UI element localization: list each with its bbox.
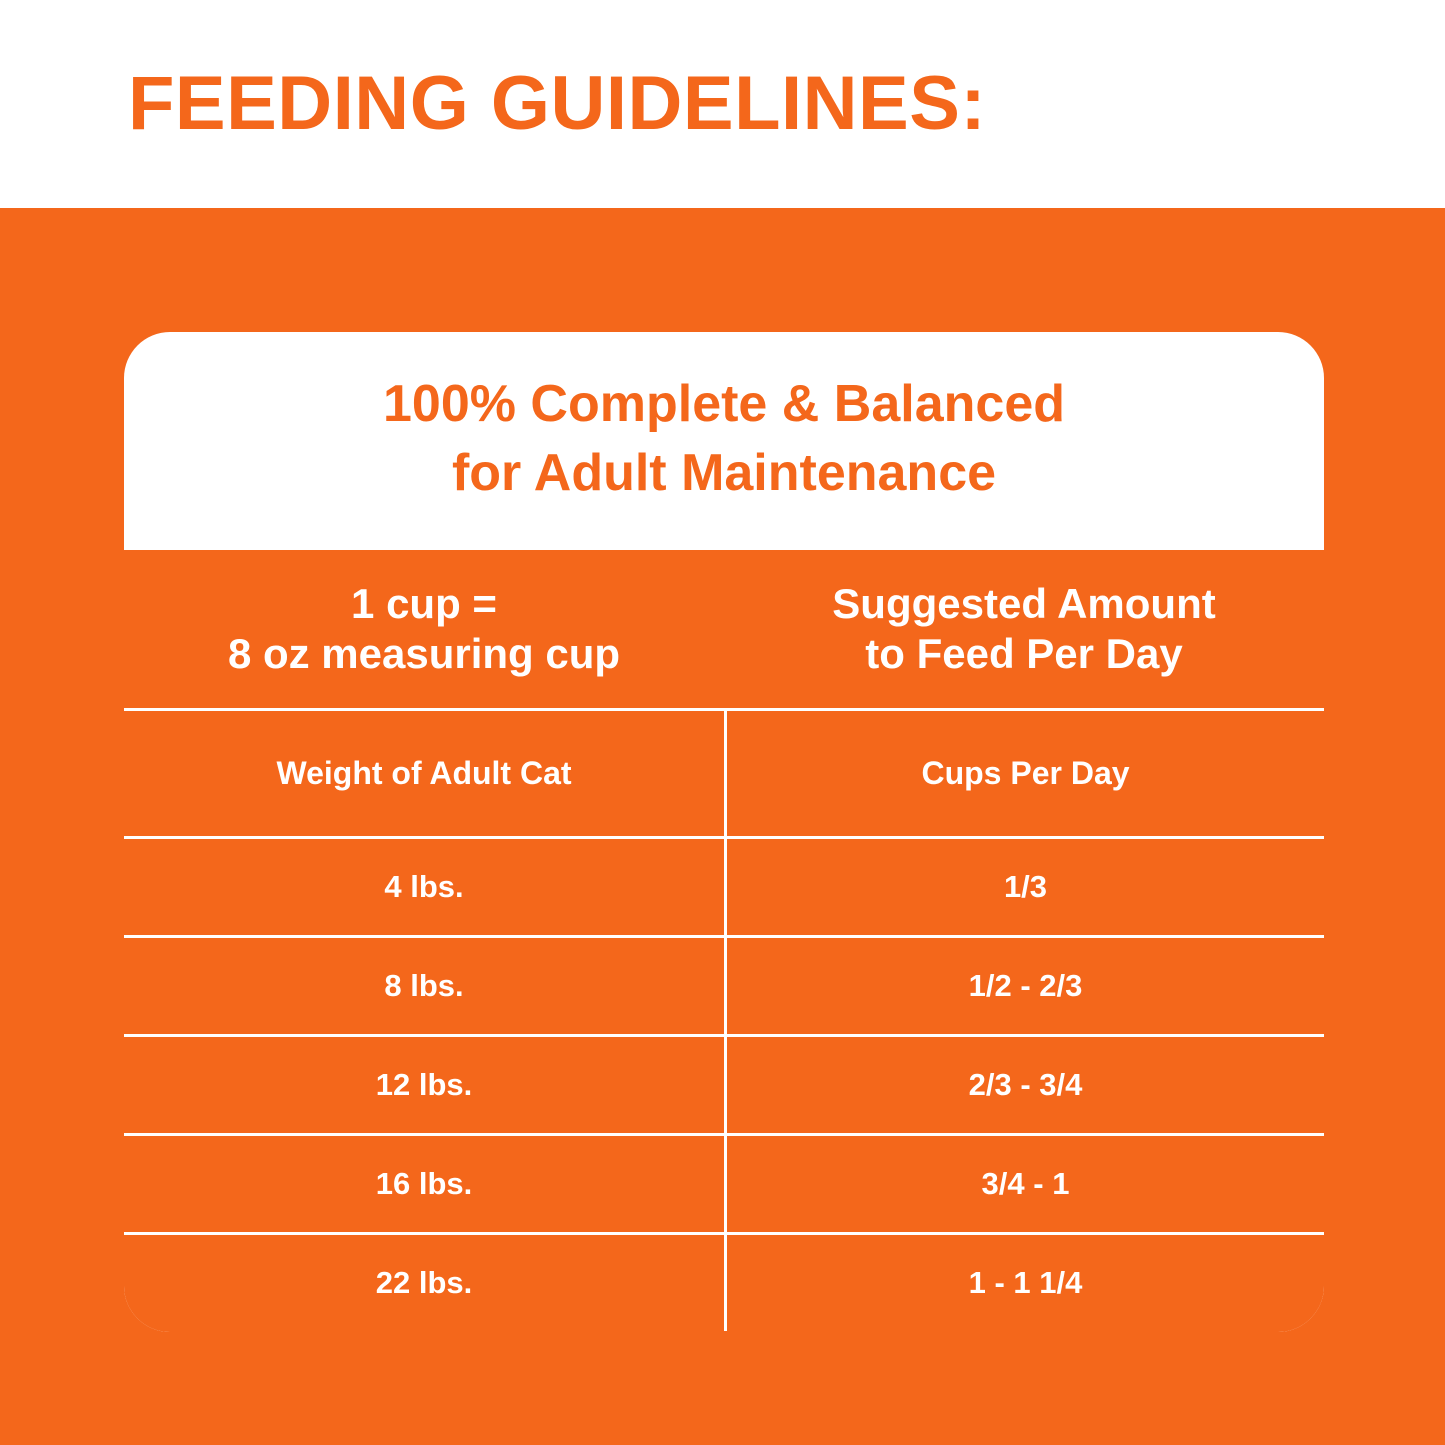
- table-subheader-row: [124, 708, 1324, 836]
- cell-cups: 1/2 - 2/3: [724, 935, 1324, 1034]
- feeding-chart-card: [124, 332, 1324, 1332]
- amount-header-line-2: to Feed Per Day: [865, 630, 1183, 677]
- cell-cups: 1/3: [724, 836, 1324, 935]
- cup-header-line-1: 1 cup =: [351, 579, 497, 627]
- table-row: [124, 1133, 1324, 1232]
- table-row: [124, 1232, 1324, 1331]
- cell-weight: 16 lbs.: [124, 1133, 724, 1232]
- amount-header-line-1: Suggested Amount: [832, 579, 1216, 627]
- cup-header-line-2: 8 oz measuring cup: [227, 630, 621, 677]
- table-header-cell-cup: [124, 550, 724, 708]
- column-header-weight: Weight of Adult Cat: [124, 708, 724, 836]
- header-band: [0, 0, 1445, 208]
- column-header-cups: Cups Per Day: [724, 708, 1324, 836]
- cell-weight: 8 lbs.: [124, 935, 724, 1034]
- card-heading-line-1: 100% Complete & Balanced: [382, 375, 1066, 433]
- table-row: [124, 836, 1324, 935]
- cell-weight: 4 lbs.: [124, 836, 724, 935]
- cell-weight: 12 lbs.: [124, 1034, 724, 1133]
- cell-cups: 2/3 - 3/4: [724, 1034, 1324, 1133]
- feeding-table: [124, 550, 1324, 1332]
- cell-cups: 3/4 - 1: [724, 1133, 1324, 1232]
- table-header-row: [124, 550, 1324, 708]
- orange-background-panel: [0, 208, 1445, 1445]
- card-heading: [124, 332, 1324, 525]
- cell-cups: 1 - 1 1/4: [724, 1232, 1324, 1331]
- table-row: [124, 1034, 1324, 1133]
- cell-weight: 22 lbs.: [124, 1232, 724, 1331]
- table-header-cell-amount: [724, 550, 1324, 708]
- table-row: [124, 935, 1324, 1034]
- card-heading-line-2: for Adult Maintenance: [451, 443, 997, 502]
- page-title: FEEDING GUIDELINES:: [128, 61, 987, 146]
